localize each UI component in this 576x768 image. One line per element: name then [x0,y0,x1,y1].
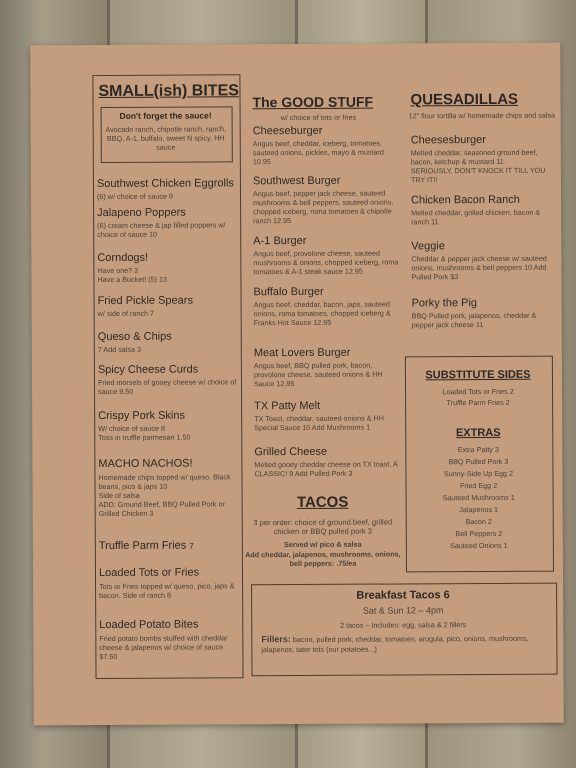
breakfast-tacos-hours: Sat & Sun 12 – 4pm [362,605,444,616]
item-description: Melted cheddar, grilled chicken, bacon & ranch 11 [411,207,541,227]
item-description: Angus beef, cheddar, iceberg, tomatoes, sauteed onions, pickles, mayo & mustard 10.95 [252,138,384,167]
extra-item: Jalapenos 1 [459,504,499,515]
quesadillas-heading: QUESADILLAS [410,90,519,109]
item-description: (6) cream cheese & jap filled poppers w/ choice of sauce 10 [97,220,226,240]
item-meat-lovers-burger: Meat Lovers Burger [253,346,351,360]
item-a1-burger: A-1 Burger [253,234,307,248]
quesadillas-subheading: 12" flour tortilla w/ homemade chips and salsa [408,110,556,121]
extra-item: Bacon 2 [465,516,492,527]
extra-item: Extra Patty 3 [457,444,499,455]
good-stuff-subheading: w/ choice of tots or fries [280,112,357,123]
item-chicken-bacon-ranch: Chicken Bacon Ranch [411,193,520,207]
item-spicy-cheese-curds: Spicy Cheese Curds [97,363,199,377]
item-price: 7 [189,541,194,551]
item-description: Melted cheddar, seasoned ground beef, bacon, ketchup & mustard 11 SERIOUSLY, DON'T KNOCK IT TILL YOU TRY IT!! [410,147,546,185]
item-southwest-eggrolls: Southwest Chicken Eggrolls [96,177,234,191]
fillers-label: Fillers: [261,634,291,645]
extras-heading: EXTRAS [455,426,501,440]
item-description: 7 Add salsa 3 [97,344,141,355]
item-description: Cheddar & pepper jack cheese w/ sauteed onions, mushrooms & bell peppers 10 Add Pulled Pork $3 [411,253,547,282]
item-southwest-burger: Southwest Burger [252,174,341,188]
item-description: Fried morsels of gooey cheese w/ choice of sauce 9.50 [97,377,237,397]
breakfast-tacos-fillers [261,633,549,656]
tacos-description: 3 per order: choice of ground beef, grilled chicken or BBQ pulled pork 3 [253,517,393,537]
item-description: Fried potato bombs stuffed with cheddar cheese & jalapenos w/ choice of sauce $7.50 [99,633,228,662]
item-queso-chips: Queso & Chips [97,330,172,344]
item-description: Angus beef, provolone cheese, sauteed mushrooms & onions, chopped iceberg, roma tomatoes & A-1 steak sauce 12.95 [253,248,399,277]
item-porky-the-pig: Porky the Pig [411,297,478,310]
item-description: Have one? 3 Have a Bucket! (5) 13 [97,265,167,285]
item-corndogs: Corndogs! [97,251,149,265]
substitute-side: Truffle Parm Fries 2 [446,397,510,408]
substitute-sides-heading: SUBSTITUTE SIDES [425,368,531,382]
item-macho-nachos: MACHO NACHOS! [98,457,193,471]
menu-sheet [30,43,564,726]
item-loaded-tots-fries: Loaded Tots or Fries [98,566,200,580]
sauce-description: Avocado ranch, chipotle ranch, ranch, BBQ, A-1, buffalo, sweet N spicy, HH sauce [105,124,226,152]
item-tx-patty-melt: TX Patty Melt [254,399,321,413]
item-truffle-parm-fries [99,540,194,552]
sauce-title: Don't forget the sauce! [119,110,212,121]
substitute-side: Loaded Tots or Fries 2 [442,386,514,397]
item-description: (6) w/ choice of sauce 9 [96,191,173,202]
extra-item: Sauteed Onions 1 [450,540,508,551]
extra-item: Sunny-Side Up Egg 2 [443,468,514,479]
breakfast-tacos-includes: 2 tacos – Includes: egg, salsa & 2 fillers [340,620,467,630]
item-description: TX Toast, cheddar, sauteed onions & HH Special Sauce 10 Add Mushrooms 1 [254,413,384,433]
item-description: W/ choice of sauce 8 Toss in truffle parmesan 1.50 [98,423,191,443]
item-description: Homemade chips topped w/ queso, Black beans, pico & japs 10 Side of salsa ADD: Ground Beef, BBQ Pulled Pork or Grilled Chicken 3 [98,472,231,519]
item-jalapeno-poppers: Jalapeno Poppers [97,206,186,220]
item-veggie: Veggie [411,240,445,253]
item-description: Melted gooey cheddar cheese on TX toast. A CLASSIC! 9 Add Pulled Pork 3 [254,459,398,479]
item-description: Angus beef, BBQ pulled pork, bacon, provolone cheese, sauteed onions & HH Sauce 12.95 [253,360,383,389]
tacos-heading: TACOS [296,493,349,512]
item-quesadilla-cheeseburger: Cheesesburger [410,134,486,147]
extra-item: Fried Egg 2 [459,480,498,491]
tacos-served-with: Served w/ pico & salsa [284,539,362,550]
good-stuff-heading: The GOOD STUFF [252,93,374,111]
extra-item: Sauteed Mushrooms 1 [442,492,515,503]
fillers-text: bacon, pulled pork, cheddar, tomatoes, arugula, pico, onions, mushrooms, jalapenos, tater tots (our potatoes...) [261,633,529,655]
extra-item: Bell Peppers 2 [455,528,503,539]
item-description: Tots or Fries topped w/ queso, pico, japs & bacon. Side of ranch 8 [99,581,235,601]
item-name: Truffle Parm Fries [98,539,187,553]
item-buffalo-burger: Buffalo Burger [253,285,324,299]
item-grilled-cheese: Grilled Cheese [254,445,328,459]
item-description: Angus beef, cheddar, bacon, japs, sauteed onions, roma tomatoes, chopped iceberg & Franks Hot Sauce 12.95 [253,299,391,328]
small-bites-heading: SMALL(ish) BITES [98,82,239,101]
item-description: Angus beef, pepper jack cheese, sauteed mushrooms & bell peppers, sauteed onions, chopped iceberg, roma tomatoes & chipotle ranch 12.95 [252,188,394,226]
item-crispy-pork-skins: Crispy Pork Skins [98,409,185,423]
item-cheeseburger: Cheeseburger [252,124,323,138]
tacos-add-ons: Add cheddar, jalapenos, mushrooms, onions, bell peppers: .75/ea [245,549,401,569]
item-description: w/ side of ranch 7 [97,308,154,319]
item-fried-pickle-spears: Fried Pickle Spears [97,294,193,308]
item-description: BBQ Pulled pork, jalapenos, cheddar & pepper jack cheese 11 [411,310,537,330]
item-loaded-potato-bites: Loaded Potato Bites [99,618,199,632]
extra-item: BBQ Pulled Pork 3 [448,456,509,467]
breakfast-tacos-heading: Breakfast Tacos 6 [356,589,450,602]
